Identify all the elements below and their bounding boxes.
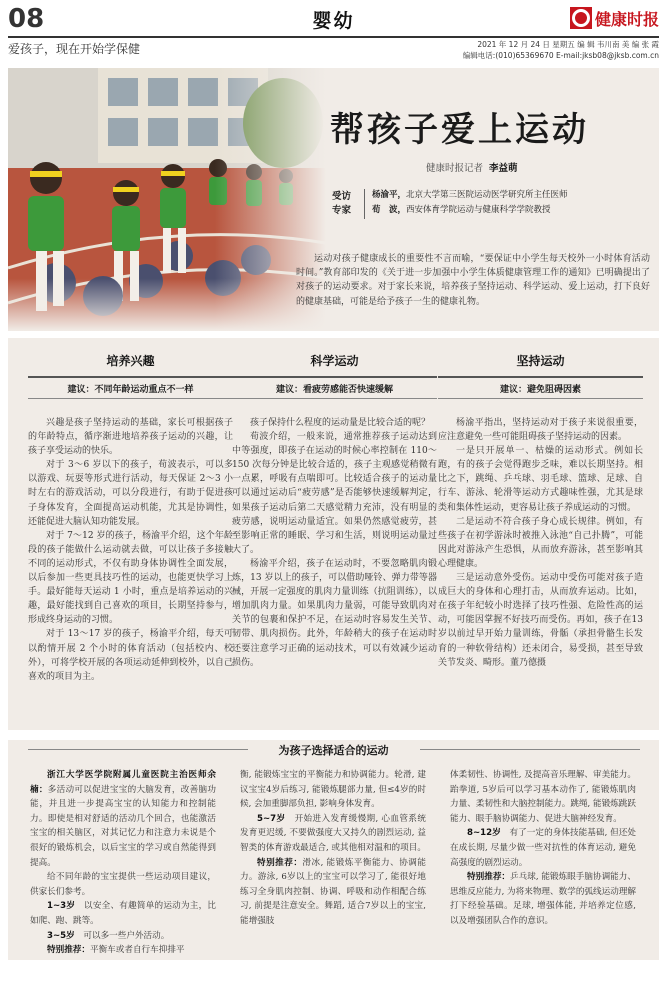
age-label: 8~12岁 (467, 828, 501, 839)
paragraph: 兴趣是孩子坚持运动的基础，家长可根据孩子的年龄特点，循序渐进地培养孩子运动的兴趣，让孩子享受运动的快乐。 (28, 418, 233, 457)
expert-desc: 北京大学第三医院运动医学研究所主任医师 (406, 190, 568, 200)
paragraph: 荀波介绍，一般来说，通常推荐孩子运动达到中等强度，即孩子在运动的时候心率控制在 110～150 次每分钟是比较合适的，孩子主观感觉稍微有一点累，呼吸有点喘即可。比较适合孩子的运动量可以通过运动后“疲劳感”是否能够快速缓解判定，如果孩子运动后第二天感觉精力充沛，没有明显的疲劳感，说明运动量适宜。如果仍然感觉疲劳，甚至影响正常的睡眠、学习和生活，则说明运动量过大了。 (232, 432, 437, 555)
byline-prefix: 健康时报记者 (426, 163, 484, 174)
paragraph: 杨渝平指出，坚持运动对于孩子来说很重要，应注意避免一些可能阻碍孩子坚持运动的因素。 (438, 418, 643, 443)
column-heading: 科学运动 (310, 354, 359, 368)
column-persist (438, 338, 643, 730)
age-text: 有了一定的身体技能基础, 但还处在成长期, 尽量少做一些对抗性的体育运动, 避免高强度的剧烈运动。 (450, 828, 636, 868)
expert-divider (364, 189, 365, 219)
paragraph: 给不同年龄的宝宝提供一些运动项目建议，供家长们参考。 (30, 872, 216, 897)
age-label: 1~3岁 (47, 901, 76, 912)
paragraph (240, 812, 426, 856)
paragraph: 对于 3～6 岁以下的孩子，荀波表示，可以多以游戏、玩耍等形式进行活动，每天保证 2～3 小时左右的游戏活动，可以分段进行，有助于促进孩子身体发育，全面提高运动机能，尤其是协调性，还能促进大脑认知功能发展。 (28, 460, 233, 527)
edition-info: 2021 年 12 月 24 日 星期五 编 辑 韦川南 美 编 张 霞 (477, 40, 659, 49)
expert-tag: 受访专家 (332, 191, 352, 216)
paragraph (30, 943, 216, 958)
children-basketball-photo (8, 68, 326, 331)
sidebar-column-3 (450, 768, 636, 929)
column-rule (232, 398, 437, 399)
contact-info: 编辑电话:(010)65369670 E-mail:jksb08@jksb.com.cn (462, 51, 659, 60)
column-rule (438, 398, 643, 399)
column-heading: 坚持运动 (516, 354, 565, 368)
article-columns (8, 338, 659, 730)
lead-text: 多活动可以促进宝宝的大脑发育，改善脑功能，并且进一步提高宝宝的认知能力和控制能力。即使是相对舒适的活动几个回合，也能激活宝宝的相关脑区，对其记忆力和注意力未说是个很好的锻炼机会，以后宝宝的学习或自然能得到提高。 (30, 784, 216, 868)
paragraph: 对于 13～17 岁的孩子，杨渝平介绍，每天可以酌情开展 2 个小时的体育活动（包括校内、校外），可将学校开展的各项运动延伸到校外，以自己喜欢的项目为主。 (28, 629, 233, 682)
expert-name: 杨渝平， (372, 190, 407, 200)
paragraph (30, 768, 216, 870)
age-text: 可以多一些户外活动。 (83, 930, 170, 941)
paragraph: 衡, 能锻炼宝宝的平衡能力和协调能力。轮滑, 建议宝宝4岁后练习, 能锻炼腿部力量, 但≤4岁的时候, 会加重脚部负担, 影响身体发育。 (240, 770, 426, 810)
logo-icon (570, 7, 592, 29)
article-intro: 运动对孩子健康成长的重要性不言而喻，“要保证中小学生每天校外一小时体育活动时间。”教育部印发的《关于进一步加强中小学生体质健康管理工作的通知》已明确提出了对孩子的运动要求。对于家长来说，培养孩子坚持运动、科学运动、爱上运动，打下良好的健康基础，可能是给予孩子一生的健康礼物。 (296, 254, 650, 307)
expert-item (372, 203, 568, 218)
logo-text: 健康时报 (594, 9, 659, 29)
sidebar-column-1 (30, 768, 216, 958)
column-subheading: 建议：看疲劳感能否快速缓解 (275, 385, 393, 395)
sidebar-column-2 (240, 768, 426, 929)
column-body (28, 416, 233, 684)
paragraph: 孩子保持什么程度的运动量是比较合适的呢？ (250, 418, 431, 428)
paragraph: 杨渝平介绍，孩子在运动时，不要忽略肌肉锻炼，13 岁以上的孩子，可以借助哑铃、弹力带等器械，开展一定强度的肌肉力量训练（抗阻训练），以增加肌肉力量。如果肌肉力量弱，可能导致肌肉对关节的包裹和保护不足，在运动时容易发生关节、韧带、肌肉损伤。此外，年龄稍大的孩子在运动时还要注意学习正确的运动技术，可以有效减少运动损伤。 (232, 558, 437, 668)
paragraph: 三是运动意外受伤。运动中受伤可能对孩子造成巨大的身体和心理打击，从而放弃运动。比如，在孩子年纪较小时选择了技巧性强、危险性高的运动，可能因掌握不好技巧而受伤。再如，孩子在13岁以前过早开始力量训练，骨骺（承担骨骼生长发育的一种软骨结构）还未闭合，易受损，甚至导致关节发炎、畸形。董乃德摄 (438, 573, 643, 668)
recommend-text: 乒乓球, 能锻炼眼手脑协调能力、思维反应能力, 为将来物理、数学的弧线运动理解打下经验基础。足球, 增强体能, 并培养定位感, 以及增强团队合作的意识。 (450, 872, 636, 926)
paragraph (240, 856, 426, 929)
header-rule (8, 36, 659, 38)
recommend-text: 平衡车或者自行车抑排平 (89, 945, 185, 956)
hero-photo (8, 68, 326, 331)
expert-name: 荀 波， (372, 205, 407, 215)
newspaper-logo (570, 6, 659, 30)
reporter-name: 李益萌 (489, 163, 518, 174)
column-body (438, 416, 643, 670)
paragraph (30, 899, 216, 928)
age-text: 开始进入发育缓慢期, 心血管系统发育更迟缓, 不要做强度大又持久的剧烈运动, 益智类的体育游戏最适合, 或其他相对温和的项目。 (240, 813, 426, 853)
paragraph (450, 870, 636, 928)
column-interest (28, 338, 233, 730)
paragraph: 二是运动不符合孩子身心成长规律。例如，有些孩子在初学游泳时被推入泳池“自己扑腾”，可能因此对游泳产生恐惧，从而放弃游泳，甚至影响其心理健康。 (438, 516, 643, 569)
column-science (232, 338, 437, 730)
column-body (232, 416, 437, 670)
recommend-label: 特别推荐： (257, 857, 303, 868)
recommend-label: 特别推荐： (467, 872, 511, 883)
recommend-label: 特别推荐： (47, 945, 90, 956)
column-heading: 培养兴趣 (106, 354, 155, 368)
column-rule (438, 376, 643, 378)
recommend-text: 滑冰, 能锻炼平衡能力、协调能力。游泳, 6岁以上的宝宝可以学习了, 能很好地练习全身肌肉控制、协调、呼吸和动作相配合练习, 前提是注意安全。舞蹈, 适合7岁以上的宝宝, 能增强肢 (240, 857, 426, 926)
paragraph (30, 929, 216, 944)
age-text: 以安全、有趣简单的运动为主，比如爬、跑、跳等。 (30, 901, 216, 926)
column-subheading: 建议：不同年龄运动重点不一样 (67, 385, 194, 395)
paragraph (450, 826, 636, 870)
expert-list (372, 188, 568, 218)
byline (426, 160, 518, 174)
paragraph: 一是只开展单一、枯燥的运动形式。例如长跑，有的孩子会觉得跑步乏味，难以长期坚持。相比之下，跳绳、乒乓球、羽毛球、篮球、足球、自行车、游泳、轮滑等运动方式趣味性强，尤其是球类和集体性运动，更容易让孩子养成运动的习惯。 (438, 446, 643, 513)
paragraph: 对于 7～12 岁的孩子，杨渝平介绍，这个年龄段的孩子能做什么运动就去做，可以让孩子多接触不同的运动形式，不仅有助身体协调性全面发展，以后参加一些更具技巧性的运动，也能更快学习上手。最好能每天运动 1 小时，重点是培养运动的兴趣，最好能找到自己喜欢的项目，长期坚持参与，形成终身运动的习惯。 (28, 530, 233, 626)
expert-desc: 西安体育学院运动与健康科学学院教授 (406, 205, 551, 215)
expert-item (372, 188, 568, 203)
age-label: 5~7岁 (257, 813, 286, 824)
page-slogan: 爱孩子，现在开始学保健 (8, 42, 141, 56)
sidebar-title: 为孩子选择适合的运动 (278, 744, 389, 757)
hero-section (8, 68, 659, 331)
page-header (0, 0, 667, 62)
column-rule (28, 398, 233, 399)
section-title: 婴幼 (312, 10, 355, 32)
column-rule (232, 376, 437, 378)
page-number: 08 (8, 4, 45, 34)
article-title: 帮孩子爱上运动 (330, 110, 589, 150)
sidebar-box (8, 740, 659, 960)
column-rule (28, 376, 233, 378)
paragraph: 体柔韧性、协调性, 及提高音乐理解、审美能力。跆拳道, 5岁后可以学习基本动作了, 能锻炼肌肉力量、柔韧性和大脑控制能力。跳绳, 能锻炼跳跃能力、眼手脑协调能力、促进大脑神经发育。 (450, 770, 636, 824)
age-label: 3~5岁 (47, 930, 75, 941)
expert-lead: 浙江大学医学院附属儿童医院主治医师余楠： (30, 770, 216, 795)
column-subheading: 建议：避免阻碍因素 (499, 385, 581, 395)
